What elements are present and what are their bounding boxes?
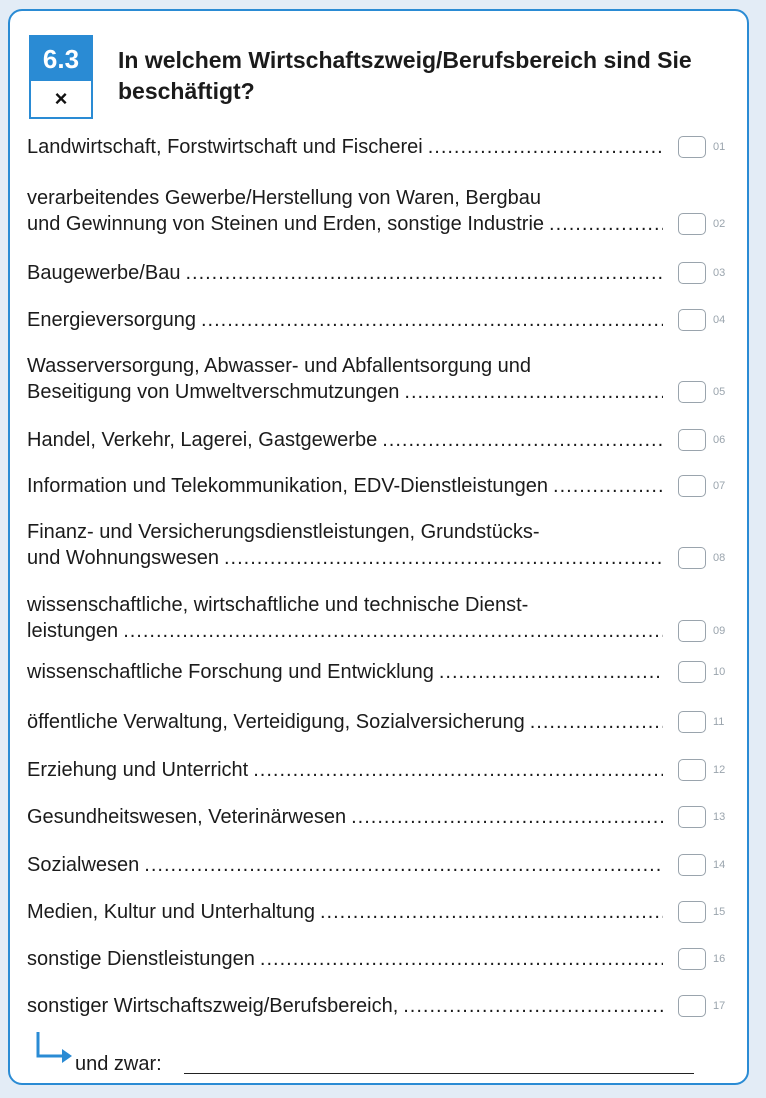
other-followup (27, 1031, 727, 1075)
leader-dots (553, 473, 663, 499)
section-mark: × (54, 86, 68, 111)
option-checkbox[interactable] (678, 661, 706, 683)
option-code: 10 (713, 666, 726, 678)
option-code: 15 (713, 906, 726, 918)
option-code: 09 (713, 625, 726, 637)
option-label-text: Gesundheitswesen, Veterinärwesen (27, 806, 347, 828)
option-checkbox[interactable] (678, 995, 706, 1017)
option-label-line (27, 545, 663, 571)
section-number: 6.3 (31, 37, 91, 81)
option-checkbox[interactable] (678, 620, 706, 642)
leader-dots (351, 804, 663, 830)
option-label-line (27, 473, 663, 499)
option-label-line (27, 852, 663, 878)
option-label (27, 993, 663, 1019)
option-label-text: und Wohnungswesen (27, 547, 219, 569)
option-checkbox[interactable] (678, 381, 706, 403)
option-checkbox[interactable] (678, 309, 706, 331)
option-label-text: Medien, Kultur und Unterhaltung (27, 901, 315, 923)
option-label-line (27, 519, 663, 545)
option-label-line (27, 427, 663, 453)
option-checkbox[interactable] (678, 901, 706, 923)
option-code: 03 (713, 267, 726, 279)
option-code: 07 (713, 480, 726, 492)
option-label-text: Landwirtschaft, Forstwirtschaft und Fischerei (27, 136, 423, 158)
option-label-text: Sozialwesen (27, 854, 140, 876)
option-label (27, 592, 663, 644)
option-label-line (27, 993, 663, 1019)
option-label (27, 899, 663, 925)
option-code: 02 (713, 218, 726, 230)
leader-dots (530, 709, 663, 735)
option-label (27, 946, 663, 972)
option-checkbox[interactable] (678, 854, 706, 876)
option-checkbox[interactable] (678, 429, 706, 451)
leader-dots (439, 659, 663, 685)
option-code: 01 (713, 141, 726, 153)
option-code: 16 (713, 953, 726, 965)
option-label-line (27, 307, 663, 333)
arrow-down-right-icon (35, 1031, 75, 1072)
option-code: 08 (713, 552, 726, 564)
option-label-text: verarbeitendes Gewerbe/Herstellung von Waren, Bergbau (27, 187, 541, 209)
option-label (27, 852, 663, 878)
leader-dots (382, 427, 663, 453)
option-checkbox[interactable] (678, 547, 706, 569)
option-label (27, 473, 663, 499)
option-label (27, 260, 663, 286)
option-label-line (27, 353, 663, 379)
option-label-line (27, 185, 663, 211)
option-label-line (27, 592, 663, 618)
option-code: 06 (713, 434, 726, 446)
option-label-text: wissenschaftliche Forschung und Entwicklung (27, 661, 434, 683)
leader-dots (549, 211, 663, 237)
option-code: 17 (713, 1000, 726, 1012)
leader-dots (428, 134, 663, 160)
option-label-text: Erziehung und Unterricht (27, 759, 249, 781)
option-code: 04 (713, 314, 726, 326)
leader-dots (185, 260, 663, 286)
leader-dots (201, 307, 663, 333)
option-label-text: wissenschaftliche, wirtschaftliche und technische Dienst- (27, 594, 529, 616)
option-label (27, 757, 663, 783)
leader-dots (144, 852, 663, 878)
option-label (27, 185, 663, 237)
option-label-line (27, 804, 663, 830)
option-label-line (27, 709, 663, 735)
option-label (27, 709, 663, 735)
leader-dots (260, 946, 663, 972)
option-code: 14 (713, 859, 726, 871)
option-label-text: Beseitigung von Umweltverschmutzungen (27, 381, 400, 403)
question-text: In welchem Wirtschaftszweig/Berufsbereich sind Sie beschäftigt? (118, 47, 692, 104)
option-label (27, 427, 663, 453)
option-label-text: Energieversorgung (27, 309, 196, 331)
other-sector-field[interactable] (184, 1073, 694, 1074)
option-label-line (27, 211, 663, 237)
option-checkbox[interactable] (678, 948, 706, 970)
option-label-text: Handel, Verkehr, Lagerei, Gastgewerbe (27, 429, 378, 451)
option-label-text: leistungen (27, 620, 119, 642)
followup-label: und zwar: (75, 1053, 162, 1075)
option-label (27, 804, 663, 830)
option-label-text: und Gewinnung von Steinen und Erden, sonstige Industrie (27, 213, 545, 235)
option-checkbox[interactable] (678, 136, 706, 158)
option-label (27, 134, 663, 160)
option-checkbox[interactable] (678, 213, 706, 235)
option-label-text: sonstige Dienstleistungen (27, 948, 255, 970)
question-card (8, 9, 749, 1085)
option-label-line (27, 134, 663, 160)
option-label (27, 659, 663, 685)
leader-dots (404, 379, 663, 405)
option-label (27, 353, 663, 405)
option-label-line (27, 757, 663, 783)
leader-dots (403, 993, 663, 1019)
option-label-line (27, 618, 663, 644)
leader-dots (123, 618, 663, 644)
section-badge (29, 35, 93, 119)
leader-dots (253, 757, 663, 783)
option-checkbox[interactable] (678, 711, 706, 733)
option-checkbox[interactable] (678, 262, 706, 284)
option-code: 11 (713, 716, 725, 728)
option-checkbox[interactable] (678, 806, 706, 828)
option-label-text: Wasserversorgung, Abwasser- und Abfallentsorgung und (27, 355, 531, 377)
option-code: 13 (713, 811, 726, 823)
option-label (27, 519, 663, 571)
option-label-line (27, 260, 663, 286)
leader-dots (320, 899, 663, 925)
option-label-text: Finanz- und Versicherungsdienstleistungen, Grundstücks- (27, 521, 540, 543)
option-checkbox[interactable] (678, 475, 706, 497)
option-code: 05 (713, 386, 726, 398)
option-label (27, 307, 663, 333)
leader-dots (224, 545, 663, 571)
option-label-line (27, 946, 663, 972)
option-label-text: Baugewerbe/Bau (27, 262, 181, 284)
option-label-line (27, 659, 663, 685)
option-label-text: Information und Telekommunikation, EDV-Dienstleistungen (27, 475, 549, 497)
option-label-text: öffentliche Verwaltung, Verteidigung, Sozialversicherung (27, 711, 525, 733)
option-checkbox[interactable] (678, 759, 706, 781)
option-code: 12 (713, 764, 726, 776)
option-label-text: sonstiger Wirtschaftszweig/Berufsbereich, (27, 995, 399, 1017)
option-label-line (27, 899, 663, 925)
option-label-line (27, 379, 663, 405)
